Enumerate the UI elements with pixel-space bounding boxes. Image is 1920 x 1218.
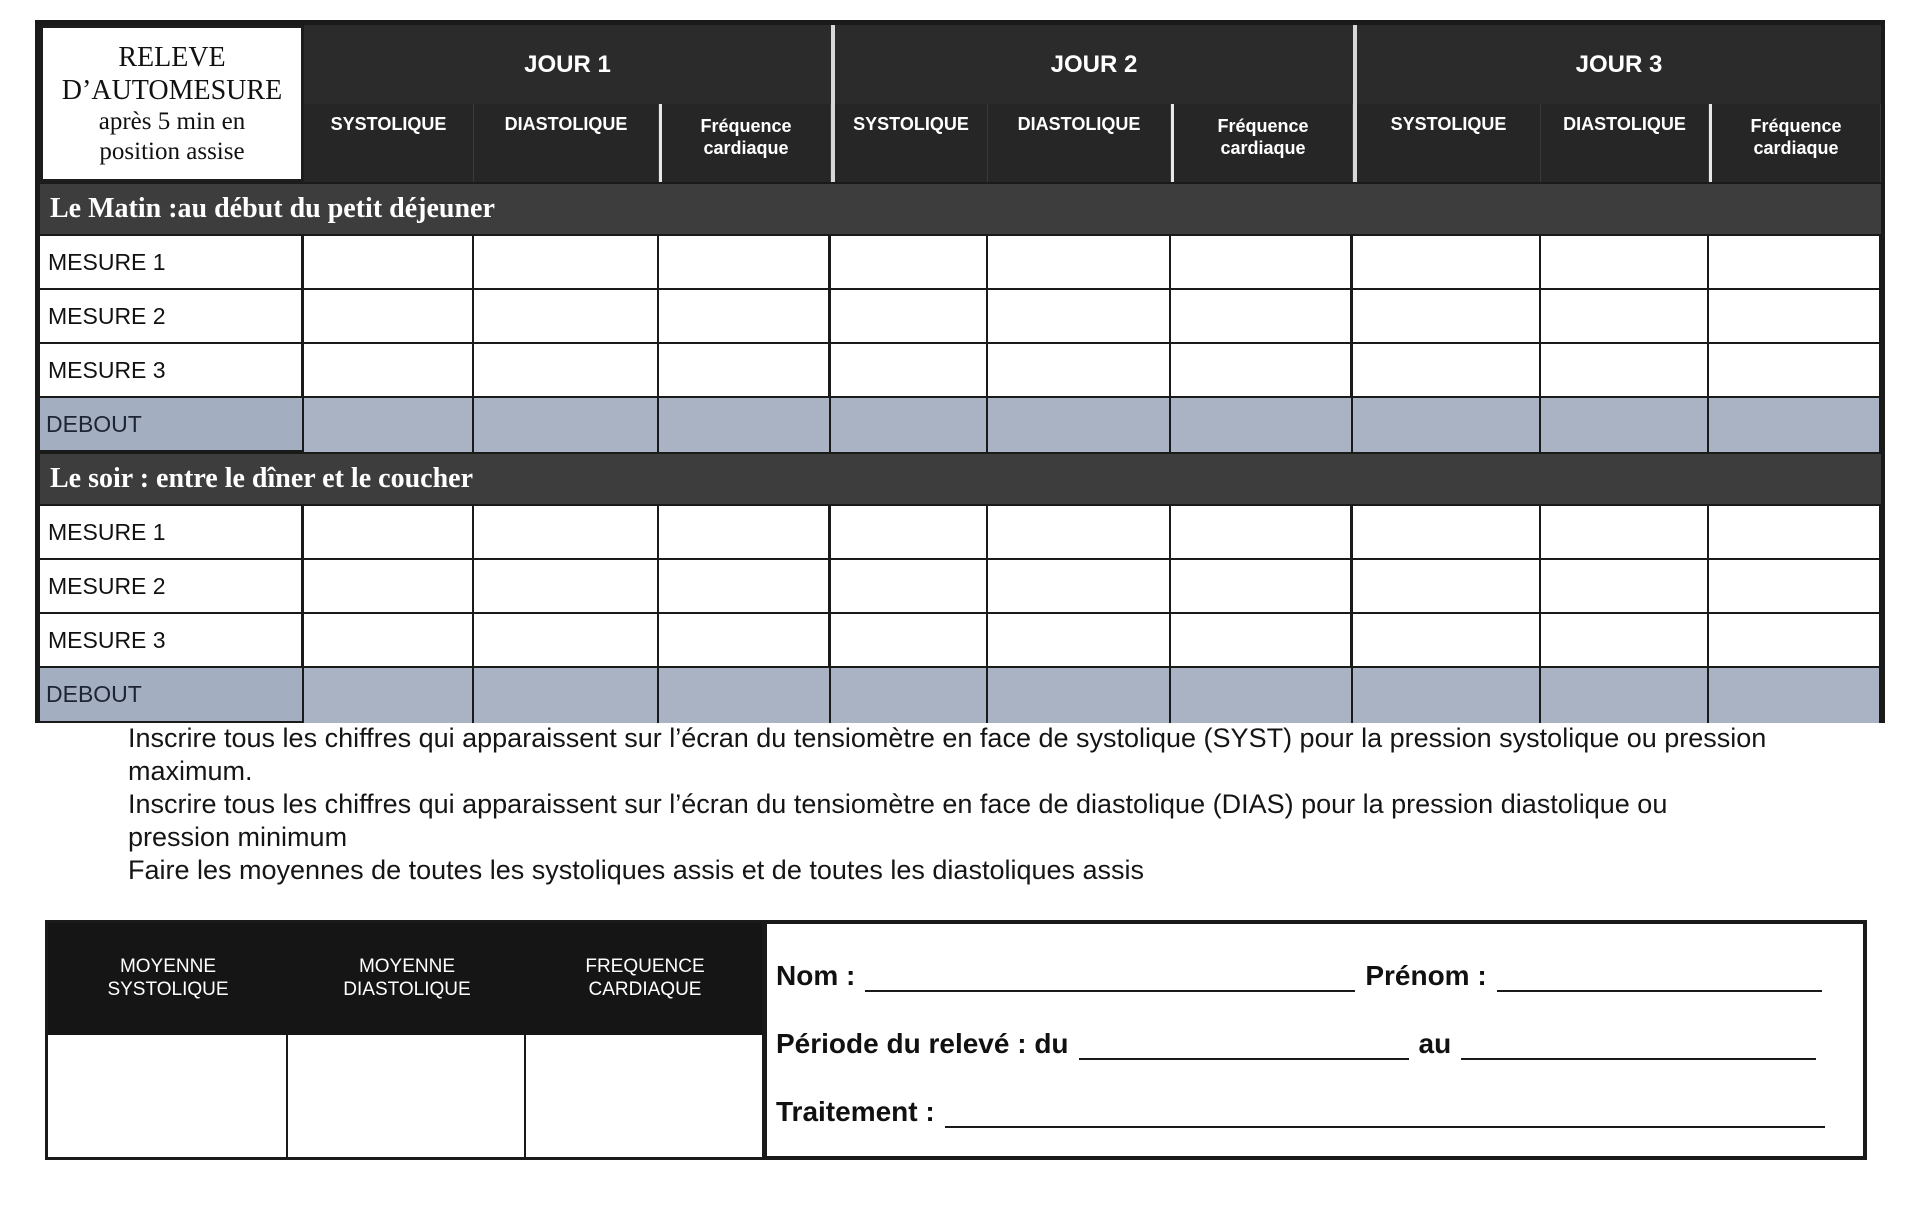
entry-cell-jour3-freq[interactable]: [1709, 614, 1881, 668]
entry-cell-jour3-syst[interactable]: [1353, 236, 1541, 290]
section-morning: Le Matin :au début du petit déjeuner: [40, 182, 1881, 236]
row-label-debout: DEBOUT: [40, 398, 304, 452]
entry-cell-jour1-dias[interactable]: [474, 506, 659, 560]
entry-cell-jour1-syst[interactable]: [304, 398, 474, 452]
entry-cell-jour2-freq[interactable]: [1171, 236, 1353, 290]
col-frequence-day1: [659, 104, 831, 182]
entry-cell-jour2-dias[interactable]: [988, 560, 1171, 614]
entry-cell-jour2-freq[interactable]: [1171, 344, 1353, 398]
summary-h1-line1: MOYENNE: [119, 956, 217, 978]
row-label-mesure-1: MESURE 1: [40, 236, 304, 290]
moyenne-systolique-field[interactable]: [48, 1035, 288, 1157]
row-label-mesure-2: MESURE 2: [40, 290, 304, 344]
col-frequence-day2: [1171, 104, 1353, 182]
entry-cell-jour2-syst[interactable]: [831, 290, 988, 344]
freq-label-l1: Fréquence: [1217, 116, 1309, 136]
au-label: au: [1418, 1028, 1452, 1059]
entry-cell-jour2-syst[interactable]: [831, 344, 988, 398]
entry-cell-jour2-dias[interactable]: [988, 398, 1171, 452]
entry-cell-jour2-syst[interactable]: [831, 236, 988, 290]
entry-cell-jour1-dias[interactable]: [474, 290, 659, 344]
entry-cell-jour2-dias[interactable]: [988, 614, 1171, 668]
entry-cell-jour3-syst[interactable]: [1353, 290, 1541, 344]
summary-h3-line1: FREQUENCE: [585, 956, 705, 978]
entry-cell-jour1-dias[interactable]: [474, 560, 659, 614]
entry-cell-jour2-dias[interactable]: [988, 668, 1171, 723]
identity-box: [762, 920, 1867, 1160]
entry-cell-jour1-syst[interactable]: [304, 668, 474, 723]
entry-cell-jour3-freq[interactable]: [1709, 398, 1881, 452]
entry-cell-jour3-freq[interactable]: [1709, 290, 1881, 344]
entry-cell-jour2-freq[interactable]: [1171, 668, 1353, 723]
entry-cell-jour3-syst[interactable]: [1353, 668, 1541, 723]
entry-cell-jour3-syst[interactable]: [1353, 506, 1541, 560]
averages-table: [45, 920, 767, 1160]
entry-cell-jour2-dias[interactable]: [988, 506, 1171, 560]
periode-au-field[interactable]: [1461, 1030, 1816, 1060]
frequence-cardiaque-field[interactable]: [526, 1035, 764, 1157]
entry-cell-jour1-freq[interactable]: [659, 668, 831, 723]
entry-cell-jour1-freq[interactable]: [659, 560, 831, 614]
form-title-line3: après 5 min en: [98, 108, 246, 136]
entry-cell-jour2-syst[interactable]: [831, 560, 988, 614]
section-evening: Le soir : entre le dîner et le coucher: [40, 452, 1881, 506]
row-label-mesure-3: MESURE 3: [40, 614, 304, 668]
entry-cell-jour2-syst[interactable]: [831, 506, 988, 560]
row-label-mesure-1: MESURE 1: [40, 506, 304, 560]
entry-cell-jour3-syst[interactable]: [1353, 560, 1541, 614]
entry-cell-jour3-syst[interactable]: [1353, 614, 1541, 668]
entry-cell-jour2-freq[interactable]: [1171, 560, 1353, 614]
traitement-label: Traitement :: [776, 1096, 935, 1127]
periode-label: Période du relevé : du: [776, 1028, 1069, 1059]
entry-cell-jour3-freq[interactable]: [1709, 668, 1881, 723]
col-systolique-day3: SYSTOLIQUE: [1353, 104, 1541, 182]
instruction-moyennes: Faire les moyennes de toutes les systoliques assis et de toutes les diastoliques assis: [128, 855, 1145, 885]
entry-cell-jour3-syst[interactable]: [1353, 344, 1541, 398]
entry-cell-jour2-freq[interactable]: [1171, 614, 1353, 668]
entry-cell-jour3-dias[interactable]: [1541, 668, 1709, 723]
entry-cell-jour2-freq[interactable]: [1171, 398, 1353, 452]
entry-cell-jour1-freq[interactable]: [659, 398, 831, 452]
summary-h1-line2: SYSTOLIQUE: [107, 979, 229, 1000]
entry-cell-jour3-dias[interactable]: [1541, 398, 1709, 452]
entry-cell-jour3-freq[interactable]: [1709, 236, 1881, 290]
day-2-header: JOUR 2: [831, 25, 1353, 104]
form-title-line1: RELEVE: [118, 41, 226, 73]
freq-label-l1: Fréquence: [700, 116, 792, 136]
entry-cell-jour1-dias[interactable]: [474, 344, 659, 398]
entry-cell-jour1-syst[interactable]: [304, 506, 474, 560]
day-1-header: JOUR 1: [304, 25, 831, 104]
freq-label-l2: cardiaque: [703, 137, 789, 158]
day-3-header: JOUR 3: [1353, 25, 1881, 104]
entry-cell-jour1-freq[interactable]: [659, 236, 831, 290]
entry-cell-jour3-freq[interactable]: [1709, 506, 1881, 560]
periode-du-field[interactable]: [1079, 1030, 1409, 1060]
col-diastolique-day3: DIASTOLIQUE: [1541, 104, 1709, 182]
entry-cell-jour1-freq[interactable]: [659, 290, 831, 344]
col-diastolique-day1: DIASTOLIQUE: [474, 104, 659, 182]
moyenne-diastolique-field[interactable]: [288, 1035, 526, 1157]
entry-cell-jour1-freq[interactable]: [659, 614, 831, 668]
header-moyenne-diastolique: [288, 923, 526, 1035]
form-title-line2: D’AUTOMESURE: [61, 75, 283, 106]
col-diastolique-day2: DIASTOLIQUE: [988, 104, 1171, 182]
col-systolique-day2: SYSTOLIQUE: [831, 104, 988, 182]
prenom-field[interactable]: [1497, 962, 1822, 992]
row-label-mesure-2: MESURE 2: [40, 560, 304, 614]
entry-cell-jour2-freq[interactable]: [1171, 506, 1353, 560]
entry-cell-jour2-freq[interactable]: [1171, 290, 1353, 344]
instructions: [128, 722, 1768, 887]
header-moyenne-systolique: [48, 923, 288, 1035]
entry-cell-jour1-syst[interactable]: [304, 614, 474, 668]
summary-h3-line2: CARDIAQUE: [588, 979, 702, 1000]
nom-label: Nom :: [776, 960, 856, 991]
traitement-field[interactable]: [945, 1098, 1825, 1128]
form-title-line4: position assise: [99, 137, 245, 165]
entry-cell-jour3-dias[interactable]: [1541, 290, 1709, 344]
entry-cell-jour3-syst[interactable]: [1353, 398, 1541, 452]
entry-cell-jour1-freq[interactable]: [659, 344, 831, 398]
freq-label-l1: Fréquence: [1750, 116, 1842, 136]
entry-cell-jour3-freq[interactable]: [1709, 344, 1881, 398]
entry-cell-jour3-freq[interactable]: [1709, 560, 1881, 614]
summary-h2-line1: MOYENNE: [358, 956, 456, 978]
col-frequence-day3: [1709, 104, 1881, 182]
entry-cell-jour1-dias[interactable]: [474, 398, 659, 452]
entry-cell-jour1-dias[interactable]: [474, 668, 659, 723]
instruction-diastolique: Inscrire tous les chiffres qui apparaissent sur l’écran du tensiomètre en face de diastolique (DIAS) pour la pression diastolique ou pression minimum: [128, 789, 1668, 852]
entry-cell-jour1-syst[interactable]: [304, 290, 474, 344]
freq-label-l2: cardiaque: [1220, 137, 1306, 158]
entry-cell-jour2-dias[interactable]: [988, 344, 1171, 398]
entry-cell-jour2-syst[interactable]: [831, 398, 988, 452]
nom-field[interactable]: [865, 962, 1355, 992]
summary-h2-line2: DIASTOLIQUE: [343, 979, 471, 1000]
row-label-debout: DEBOUT: [40, 668, 304, 723]
entry-cell-jour2-dias[interactable]: [988, 236, 1171, 290]
entry-cell-jour1-dias[interactable]: [474, 614, 659, 668]
entry-cell-jour1-syst[interactable]: [304, 236, 474, 290]
entry-cell-jour1-syst[interactable]: [304, 560, 474, 614]
entry-cell-jour3-dias[interactable]: [1541, 506, 1709, 560]
entry-cell-jour2-syst[interactable]: [831, 614, 988, 668]
entry-cell-jour3-dias[interactable]: [1541, 614, 1709, 668]
freq-label-l2: cardiaque: [1753, 137, 1839, 158]
col-systolique-day1: SYSTOLIQUE: [304, 104, 474, 182]
entry-cell-jour1-syst[interactable]: [304, 344, 474, 398]
instruction-systolique: Inscrire tous les chiffres qui apparaissent sur l’écran du tensiomètre en face de systolique (SYST) pour la pression systolique ou pression maximum.: [128, 723, 1767, 786]
entry-cell-jour3-dias[interactable]: [1541, 560, 1709, 614]
entry-cell-jour2-syst[interactable]: [831, 668, 988, 723]
entry-cell-jour2-dias[interactable]: [988, 290, 1171, 344]
measurement-grid: [35, 20, 1885, 723]
entry-cell-jour1-freq[interactable]: [659, 506, 831, 560]
entry-cell-jour3-dias[interactable]: [1541, 236, 1709, 290]
form-title: [40, 25, 304, 182]
entry-cell-jour3-dias[interactable]: [1541, 344, 1709, 398]
header-frequence-cardiaque: [526, 923, 764, 1035]
row-label-mesure-3: MESURE 3: [40, 344, 304, 398]
prenom-label: Prénom :: [1365, 960, 1487, 991]
entry-cell-jour1-dias[interactable]: [474, 236, 659, 290]
